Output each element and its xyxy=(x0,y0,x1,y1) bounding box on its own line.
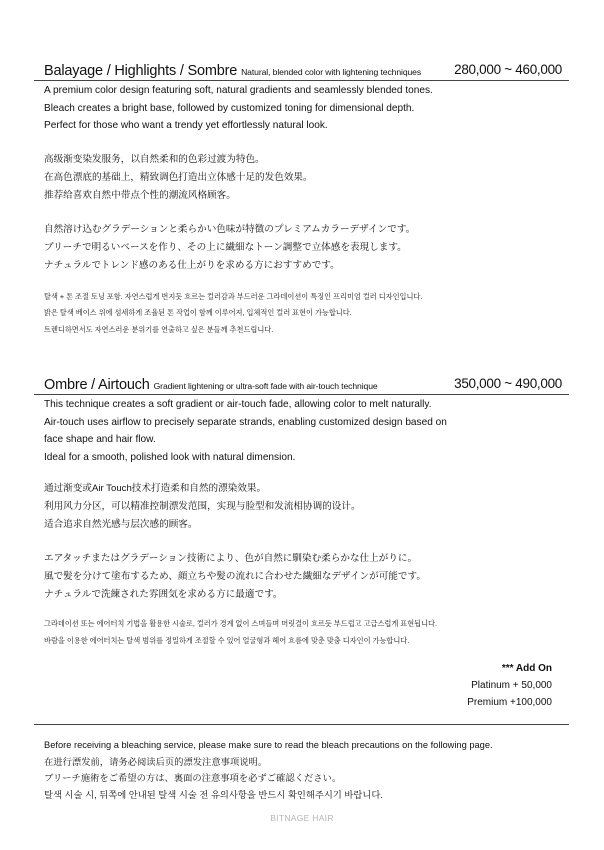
service-balayage xyxy=(44,62,562,82)
addon-item: Premium +100,000 xyxy=(467,697,552,708)
desc-en-line: face shape and hair flow. xyxy=(44,434,156,445)
desc-zh-line: 高级渐变染发服务，以自然柔和的色彩过渡为特色。 xyxy=(44,153,265,165)
desc-ko-line: 바람을 이용한 에어터치는 탈색 범위를 정밀하게 조절할 수 있어 얼굴형과 헤어 흐름에 맞춘 맞춤 디자인이 가능합니다. xyxy=(44,635,410,645)
desc-jp-line: ブリーチで明るいベースを作り、その上に繊細なトーン調整で立体感を表現します。 xyxy=(44,241,407,253)
addon-box xyxy=(467,660,552,711)
desc-ko-line: 밝은 탈색 베이스 위에 섬세하게 조율된 톤 작업이 함께 이루어져, 입체적인 컬러 표현이 가능합니다. xyxy=(44,308,352,317)
footer-line-ko: 탈색 시술 시, 뒤쪽에 안내된 탈색 시술 전 유의사항을 반드시 확인해주시기 바랍니다. xyxy=(44,789,383,800)
service-price: 350,000 ~ 490,000 xyxy=(454,376,562,391)
service-header xyxy=(44,376,562,396)
footer-line-zh: 在进行漂发前，请务必阅读后页的漂发注意事项说明。 xyxy=(44,756,268,767)
footer-line-en: Before receiving a bleaching service, please make sure to read the bleach precautions on the following page. xyxy=(44,740,493,750)
footer-notice xyxy=(44,737,564,803)
divider xyxy=(34,80,569,81)
desc-zh-line: 推荐给喜欢自然中带点个性的潮流风格顾客。 xyxy=(44,189,236,201)
brand-watermark: BITNAGE HAIR xyxy=(270,813,334,823)
desc-zh-line: 利用风力分区，可以精准控制漂发范围，实现与脸型和发流相协调的设计。 xyxy=(44,501,361,512)
service-subtitle: Gradient lightening or ultra-soft fade with air-touch technique xyxy=(153,381,378,391)
service-balayage-description xyxy=(44,82,562,338)
desc-jp-line: 風で髪を分けて塗布するため、顔立ちや髪の流れに合わせた繊細なデザインが可能です。 xyxy=(44,571,426,582)
service-title: Balayage / Highlights / Sombre xyxy=(44,63,238,79)
desc-en-line: This technique creates a soft gradient or air-touch fade, allowing color to melt naturally. xyxy=(44,399,432,410)
desc-ko-line: 그라데이션 또는 에어터치 기법을 활용한 시술로, 컬러가 경계 없이 스며들며 머릿결이 흐르듯 부드럽고 고급스럽게 표현됩니다. xyxy=(44,619,437,628)
divider xyxy=(34,394,569,395)
desc-en-line: Bleach creates a bright base, followed by customized toning for dimensional depth. xyxy=(44,102,415,114)
desc-en-line: Air-touch uses airflow to precisely separate strands, enabling customized design based on xyxy=(44,416,447,428)
desc-zh-line: 通过渐变或Air Touch技术打造柔和自然的漂染效果。 xyxy=(44,483,267,494)
service-price: 280,000 ~ 460,000 xyxy=(454,62,562,77)
service-ombre xyxy=(44,376,562,396)
service-header xyxy=(44,62,562,82)
desc-ko-line: 트렌디하면서도 자연스러운 분위기를 연출하고 싶은 분들께 추천드립니다. xyxy=(44,324,274,334)
desc-en-line: Ideal for a smooth, polished look with natural dimension. xyxy=(44,451,296,463)
desc-jp-line: エアタッチまたはグラデーション技術により、色が自然に馴染む柔らかな仕上がりに。 xyxy=(44,553,418,564)
service-title: Ombre / Airtouch xyxy=(44,377,150,393)
divider xyxy=(34,724,569,725)
desc-en-line: A premium color design featuring soft, natural gradients and seamlessly blended tones. xyxy=(44,85,433,96)
addon-heading: *** Add On xyxy=(501,663,552,674)
addon-item: Platinum + 50,000 xyxy=(471,680,552,691)
service-ombre-description xyxy=(44,396,562,649)
service-subtitle: Natural, blended color with lightening techniques xyxy=(241,67,422,77)
footer-line-jp: ブリーチ施術をご希望の方は、裏面の注意事項を必ずご確認ください。 xyxy=(44,773,342,783)
desc-jp-line: ナチュラルでトレンド感のある仕上がりを求める方におすすめです。 xyxy=(44,259,340,271)
desc-en-line: Perfect for those who want a trendy yet effortlessly natural look. xyxy=(44,120,328,131)
desc-jp-line: ナチュラルで洗練された雰囲気を求める方に最適です。 xyxy=(44,589,283,600)
desc-jp-line: 自然溶け込むグラデーションと柔らかい色味が特徴のプレミアムカラーデザインです。 xyxy=(44,223,416,235)
desc-zh-line: 在高色漂底的基础上，精致调色打造出立体感十足的发色效果。 xyxy=(44,171,313,183)
desc-zh-line: 适合追求自然光感与层次感的顾客。 xyxy=(44,519,198,530)
desc-ko-line: 탈색 + 톤 조절 토닝 포함. 자연스럽게 번지듯 흐르는 컬러감과 부드러운 그라데이션이 특징인 프리미엄 컬러 디자인입니다. xyxy=(44,291,423,301)
